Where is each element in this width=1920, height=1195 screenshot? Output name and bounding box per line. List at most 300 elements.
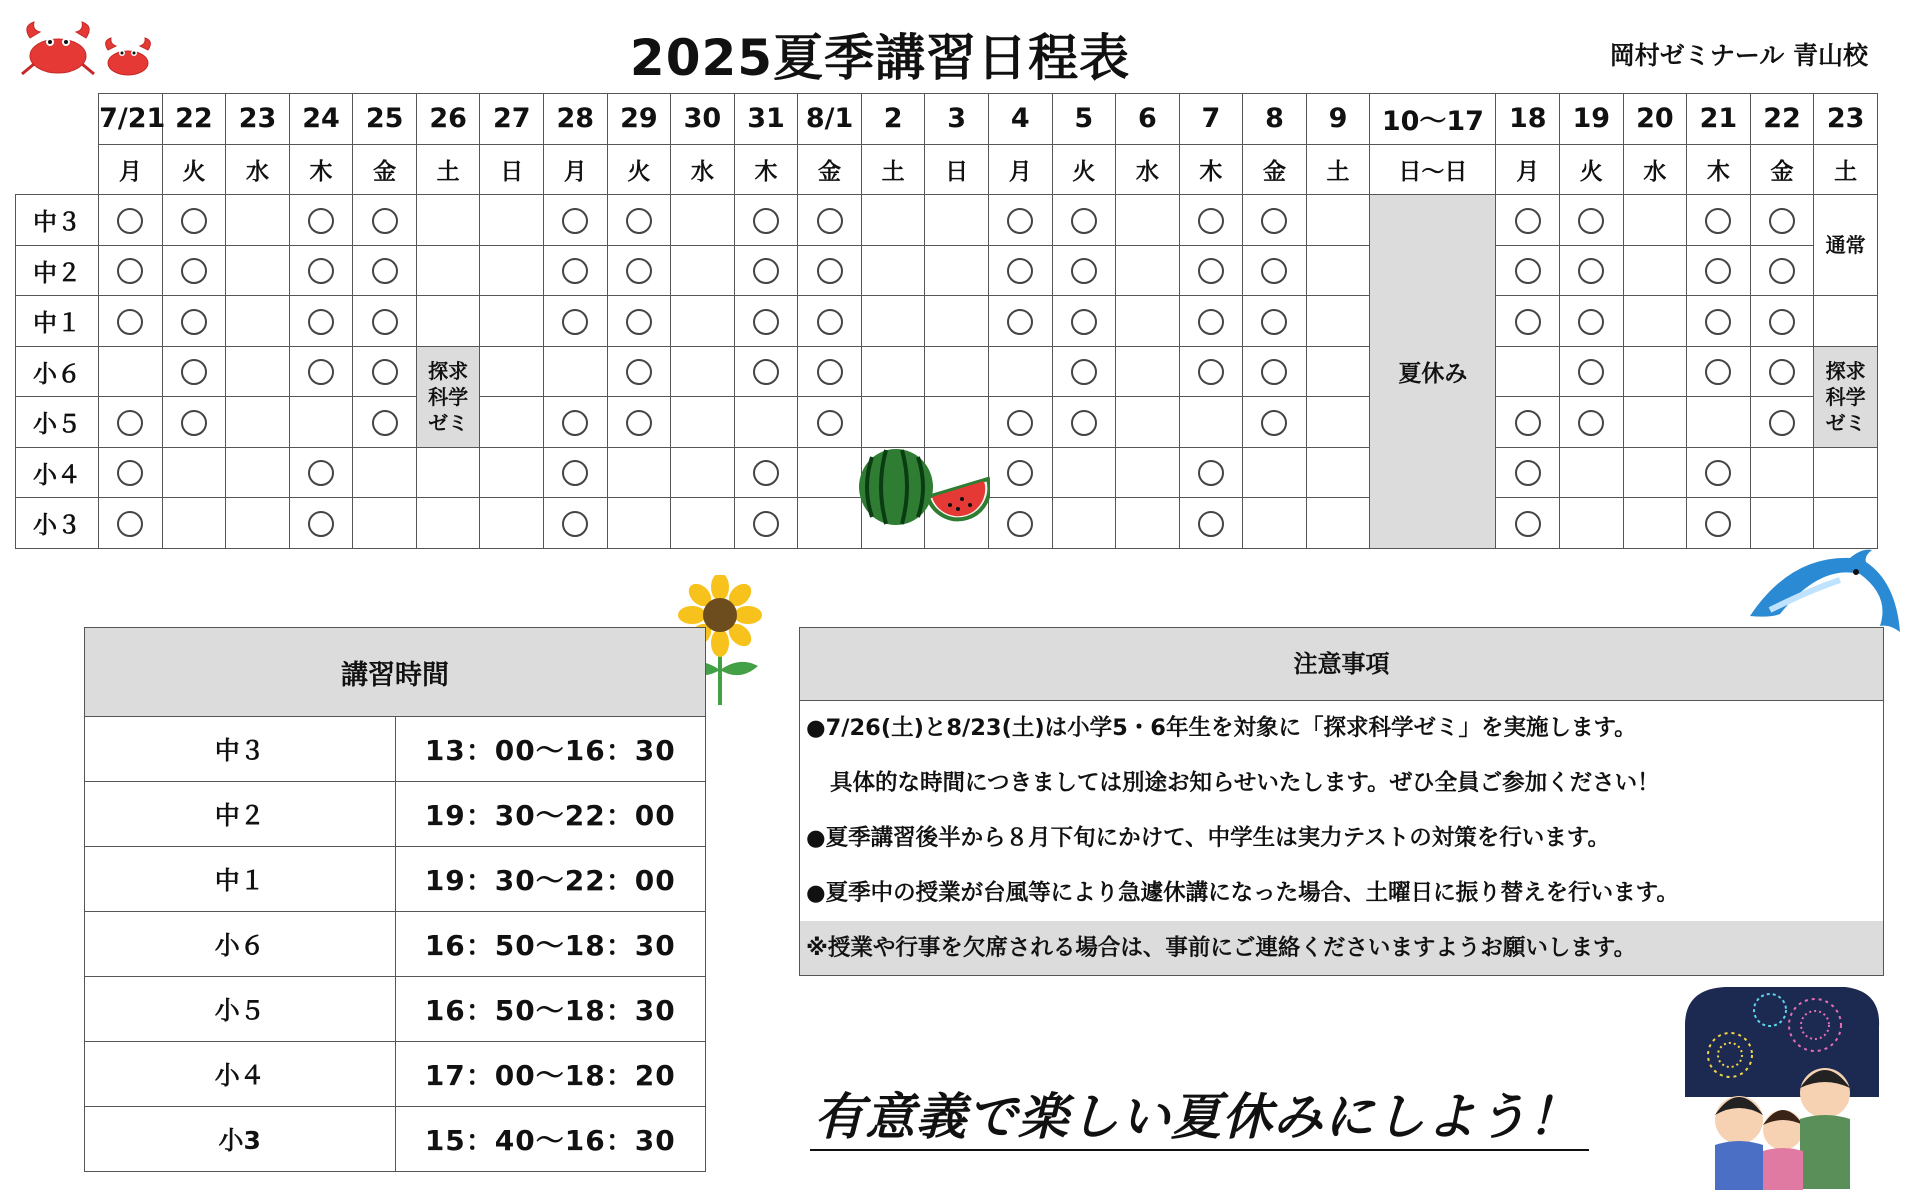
attendance-circle-icon [1515,511,1541,537]
weekday-header: 土 [416,144,480,195]
page-title: 2025夏季講習日程表 [629,29,1131,87]
attendance-circle-icon [1769,359,1795,385]
schedule-cell [353,245,417,296]
attendance-circle-icon [626,410,652,436]
weekday-header: 土 [1306,144,1370,195]
weekday-header: 水 [226,144,290,195]
schedule-cell [1306,447,1370,498]
times-grade: 中１ [85,847,396,912]
grade-label: 小４ [16,447,99,498]
schedule-cell [988,447,1052,498]
schedule-cell [1052,195,1116,246]
attendance-circle-icon [1705,460,1731,486]
schedule-cell [99,346,163,397]
note-line: ●7/26(土)と8/23(土)は小学5・6年生を対象に「探求科学ゼミ」を実施します。 [806,715,1637,741]
schedule-cell [226,195,290,246]
date-header: 20 [1623,94,1687,145]
schedule-cell [99,296,163,347]
schedule-cell [734,296,798,347]
schedule-cell [226,397,290,448]
weekday-header: 火 [1560,144,1624,195]
schedule-cell [1306,296,1370,347]
attendance-circle-icon [753,511,779,537]
schedule-cell [99,397,163,448]
schedule-cell [1243,245,1307,296]
schedule-cell [226,346,290,397]
schedule-cell [607,195,671,246]
weekday-header: 金 [1243,144,1307,195]
attendance-circle-icon [1705,309,1731,335]
schedule-cell [1623,498,1687,549]
weekday-header: 火 [607,144,671,195]
attendance-circle-icon [1578,309,1604,335]
seminar-label: 科学 [428,384,469,409]
weekday-header: 水 [1116,144,1180,195]
attendance-circle-icon [181,208,207,234]
schedule-cell [925,245,989,296]
schedule-cell [1814,296,1878,347]
attendance-circle-icon [1007,208,1033,234]
note-line: 具体的な時間につきましては別途お知らせいたします。ぜひ全員ご参加ください！ [830,770,1660,796]
times-header: 講習時間 [85,628,706,717]
weekday-header: 金 [1750,144,1814,195]
attendance-circle-icon [117,258,143,284]
schedule-cell [607,447,671,498]
schedule-cell [1687,296,1751,347]
date-header: 7 [1179,94,1243,145]
attendance-circle-icon [117,309,143,335]
schedule-cell [480,447,544,498]
times-range: 13：00〜16：30 [395,717,706,782]
schedule-cell [861,346,925,397]
lesson-times-table [84,627,706,1172]
schedule-cell [353,296,417,347]
times-grade: 小５ [85,977,396,1042]
notes-box [799,627,1884,976]
times-range: 19：30〜22：00 [395,847,706,912]
schedule-cell [1623,296,1687,347]
attendance-circle-icon [1705,258,1731,284]
schedule-cell [1496,296,1560,347]
attendance-circle-icon [562,208,588,234]
schedule-cell [1814,498,1878,549]
weekday-header: 土 [1814,144,1878,195]
attendance-circle-icon [181,258,207,284]
attendance-circle-icon [1578,410,1604,436]
schedule-cell [162,245,226,296]
attendance-circle-icon [1578,258,1604,284]
schedule-cell [544,346,608,397]
schedule-cell [1750,397,1814,448]
attendance-circle-icon [562,309,588,335]
schedule-cell [1560,245,1624,296]
schedule-cell [1814,447,1878,498]
schedule-cell [1179,447,1243,498]
attendance-circle-icon [1198,309,1224,335]
date-header: 28 [544,94,608,145]
schedule-cell [925,195,989,246]
attendance-circle-icon [817,258,843,284]
times-range: 15：40〜16：30 [395,1107,706,1172]
schedule-cell [607,397,671,448]
attendance-circle-icon [1071,208,1097,234]
attendance-circle-icon [1705,208,1731,234]
schedule-cell [925,397,989,448]
schedule-cell [988,296,1052,347]
attendance-circle-icon [1261,359,1287,385]
schedule-cell [1179,397,1243,448]
schedule-cell [1243,195,1307,246]
date-header: 29 [607,94,671,145]
schedule-cell [1306,397,1370,448]
schedule-cell [353,346,417,397]
schedule-cell [798,498,862,549]
schedule-cell [1623,245,1687,296]
schedule-cell [289,296,353,347]
schedule-cell [1750,195,1814,246]
schedule-cell [1243,498,1307,549]
schedule-cell [925,296,989,347]
schedule-cell [1243,447,1307,498]
seminar-label: ゼミ [428,410,469,435]
schedule-cell [607,346,671,397]
schedule-cell [1116,245,1180,296]
attendance-circle-icon [181,359,207,385]
schedule-cell [671,447,735,498]
schedule-cell [1687,447,1751,498]
grade-label: 小６ [16,346,99,397]
schedule-cell [544,245,608,296]
schedule-cell [798,296,862,347]
schedule-cell [289,498,353,549]
schedule-cell [861,296,925,347]
seminar-label: 科学 [1825,384,1866,409]
schedule-cell [226,245,290,296]
schedule-cell [99,245,163,296]
attendance-circle-icon [1769,410,1795,436]
schedule-cell [734,195,798,246]
schedule-cell [1623,195,1687,246]
schedule-cell [988,245,1052,296]
attendance-circle-icon [1007,410,1033,436]
schedule-cell [1623,397,1687,448]
attendance-circle-icon [562,258,588,284]
grade-label: 小５ [16,397,99,448]
schedule-cell [1496,245,1560,296]
date-header: 18 [1496,94,1560,145]
attendance-circle-icon [1515,460,1541,486]
schedule-cell [416,296,480,347]
schedule-cell [1750,346,1814,397]
seminar-label: 探求 [428,358,469,383]
schedule-cell [1687,245,1751,296]
attendance-circle-icon [626,309,652,335]
schedule-cell [544,195,608,246]
weekday-header: 日 [925,144,989,195]
times-grade: 中２ [85,782,396,847]
weekday-header: 日〜日 [1370,144,1496,195]
schedule-cell [671,245,735,296]
schedule-cell [1116,498,1180,549]
times-grade: 中３ [85,717,396,782]
schedule-cell [1750,447,1814,498]
date-header: 9 [1306,94,1370,145]
attendance-circle-icon [1769,208,1795,234]
times-range: 16：50〜18：30 [395,912,706,977]
attendance-circle-icon [1261,309,1287,335]
schedule-cell [544,296,608,347]
weekday-header: 月 [1496,144,1560,195]
schedule-cell [289,195,353,246]
schedule-cell [1116,397,1180,448]
date-header: 22 [1750,94,1814,145]
schedule-cell [1750,245,1814,296]
date-header: 7/21 [99,94,163,145]
attendance-circle-icon [1198,511,1224,537]
schedule-cell [734,397,798,448]
attendance-circle-icon [308,460,334,486]
schedule-cell [544,447,608,498]
schedule-cell [289,245,353,296]
grade-label: 中３ [16,195,99,246]
schedule-cell [289,346,353,397]
schedule-cell [798,346,862,397]
attendance-circle-icon [1705,511,1731,537]
schedule-cell [226,498,290,549]
date-header: 22 [162,94,226,145]
schedule-cell [1116,296,1180,347]
schedule-cell [162,296,226,347]
date-header: 6 [1116,94,1180,145]
schedule-cell [925,346,989,397]
schedule-cell [607,245,671,296]
schedule-cell [162,498,226,549]
weekday-header: 火 [162,144,226,195]
weekday-header: 金 [353,144,417,195]
schedule-cell [162,397,226,448]
times-range: 19：30〜22：00 [395,782,706,847]
date-header: 25 [353,94,417,145]
slogan: 有意義で楽しい夏休みにしよう！ [810,1077,1589,1151]
date-header: 23 [226,94,290,145]
attendance-circle-icon [562,460,588,486]
schedule-cell [353,397,417,448]
schedule-cell [544,498,608,549]
schedule-cell [1560,397,1624,448]
attendance-circle-icon [308,208,334,234]
weekday-header: 水 [671,144,735,195]
attendance-circle-icon [817,309,843,335]
schedule-cell [1687,346,1751,397]
schedule-cell [1560,195,1624,246]
attendance-circle-icon [117,511,143,537]
attendance-circle-icon [308,511,334,537]
weekday-header: 日 [480,144,544,195]
date-header: 31 [734,94,798,145]
schedule-cell [480,498,544,549]
attendance-circle-icon [1071,309,1097,335]
schedule-cell [226,447,290,498]
schedule-cell [1179,195,1243,246]
date-header: 10〜17 [1370,94,1496,145]
attendance-circle-icon [1198,359,1224,385]
schedule-cell [1560,447,1624,498]
attendance-circle-icon [1515,309,1541,335]
attendance-circle-icon [1071,410,1097,436]
attendance-circle-icon [817,410,843,436]
schedule-cell [1750,498,1814,549]
attendance-circle-icon [1578,208,1604,234]
note-line: ●夏季中の授業が台風等により急遽休講になった場合、土曜日に振り替えを行います。 [806,880,1679,906]
schedule-cell [353,447,417,498]
schedule-cell [1306,346,1370,397]
attendance-circle-icon [753,460,779,486]
attendance-circle-icon [1071,258,1097,284]
seminar-cell [416,346,480,447]
schedule-cell [99,195,163,246]
schedule-cell [798,397,862,448]
attendance-circle-icon [117,410,143,436]
attendance-circle-icon [1198,460,1224,486]
attendance-circle-icon [117,208,143,234]
normal-cell: 通常 [1814,195,1878,296]
schedule-cell [988,195,1052,246]
attendance-circle-icon [1261,410,1287,436]
schedule-cell [1496,346,1560,397]
attendance-circle-icon [1071,359,1097,385]
grade-label: 中２ [16,245,99,296]
attendance-circle-icon [1769,258,1795,284]
schedule-cell [162,195,226,246]
times-grade: 小４ [85,1042,396,1107]
date-header: 3 [925,94,989,145]
date-header: 2 [861,94,925,145]
schedule-cell [861,195,925,246]
attendance-circle-icon [626,359,652,385]
weekday-header: 月 [544,144,608,195]
seminar-cell [1814,346,1878,447]
weekday-header: 木 [1687,144,1751,195]
schedule-cell [1496,195,1560,246]
schedule-cell [1623,346,1687,397]
attendance-circle-icon [562,410,588,436]
weekday-header: 水 [1623,144,1687,195]
schedule-cell [1496,397,1560,448]
weekday-header: 土 [861,144,925,195]
schedule-cell [480,195,544,246]
attendance-circle-icon [817,208,843,234]
weekday-header: 月 [99,144,163,195]
date-header: 8 [1243,94,1307,145]
seminar-label: ゼミ [1825,410,1866,435]
attendance-circle-icon [308,359,334,385]
schedule-cell [162,346,226,397]
schedule-cell [1496,498,1560,549]
weekday-header: 木 [1179,144,1243,195]
attendance-circle-icon [1007,460,1033,486]
fireworks-family-icon [1675,985,1885,1190]
attendance-circle-icon [308,309,334,335]
attendance-circle-icon [753,208,779,234]
schedule-cell [1116,346,1180,397]
schedule-cell [671,498,735,549]
attendance-circle-icon [562,511,588,537]
attendance-circle-icon [1261,258,1287,284]
schedule-cell [1560,498,1624,549]
schedule-cell [988,498,1052,549]
schedule-cell [1243,397,1307,448]
weekday-header: 月 [988,144,1052,195]
seminar-label: 探求 [1825,358,1866,383]
date-header: 19 [1560,94,1624,145]
date-header: 21 [1687,94,1751,145]
grade-label: 小３ [16,498,99,549]
schedule-cell [671,346,735,397]
schedule-cell [1052,346,1116,397]
attendance-circle-icon [1578,359,1604,385]
schedule-cell [226,296,290,347]
corner-blank [16,94,99,145]
date-header: 27 [480,94,544,145]
attendance-circle-icon [1515,410,1541,436]
schedule-cell [416,447,480,498]
schedule-cell [480,397,544,448]
schedule-cell [734,447,798,498]
attendance-circle-icon [1198,208,1224,234]
schedule-cell [289,447,353,498]
date-header: 5 [1052,94,1116,145]
attendance-circle-icon [1515,208,1541,234]
times-grade: 小3 [85,1107,396,1172]
schedule-cell [1179,245,1243,296]
schedule-cell [289,397,353,448]
schedule-cell [1560,296,1624,347]
schedule-cell [416,195,480,246]
schedule-cell [1496,447,1560,498]
times-grade: 小６ [85,912,396,977]
attendance-circle-icon [1705,359,1731,385]
schedule-cell [988,397,1052,448]
weekday-header: 火 [1052,144,1116,195]
schedule-cell [1116,447,1180,498]
schedule-cell [1560,346,1624,397]
schedule-cell [798,447,862,498]
schedule-cell [416,498,480,549]
schedule-cell [1052,397,1116,448]
weekday-header: 金 [798,144,862,195]
note-line: ※授業や行事を欠席される場合は、事前にご連絡くださいますようお願いします。 [800,921,1883,975]
attendance-circle-icon [372,309,398,335]
schedule-cell [1750,296,1814,347]
schedule-cell [671,296,735,347]
schedule-cell [353,195,417,246]
school-name: 岡村ゼミナール 青山校 [1609,41,1868,70]
schedule-cell [1243,346,1307,397]
schedule-cell [1052,245,1116,296]
schedule-cell [1687,195,1751,246]
schedule-cell [99,498,163,549]
schedule-cell [798,195,862,246]
schedule-cell [1052,498,1116,549]
schedule-cell [861,245,925,296]
schedule-cell [1179,498,1243,549]
schedule-cell [734,346,798,397]
attendance-circle-icon [753,258,779,284]
schedule-cell [1179,296,1243,347]
schedule-cell [988,346,1052,397]
attendance-circle-icon [372,208,398,234]
schedule-cell [607,296,671,347]
